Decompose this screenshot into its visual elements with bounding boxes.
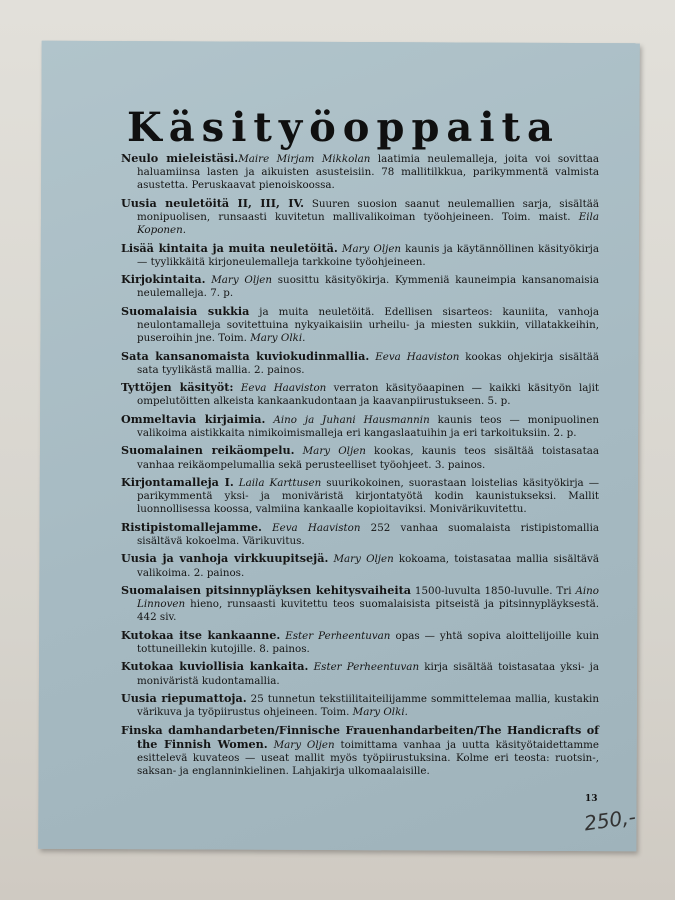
book-title: Tyttöjen käsityöt:	[121, 380, 234, 395]
book-description: kaunis teos — monipuolinen valikoima aistikkaita nimikoimismalleja eri kangaslaatuihin ja eri tarkoituksiin. 2. p.	[137, 413, 599, 439]
book-title: Kirjokintaita.	[121, 272, 206, 287]
book-entry	[121, 724, 599, 779]
book-title: Suomalaisen pitsinnypläyksen kehitysvaiheita	[121, 582, 411, 597]
book-title: Suomalaisia sukkia	[121, 303, 250, 318]
book-title: Suomalainen reikäompelu.	[121, 443, 295, 458]
book-description: toimittama vanhaa ja uutta käsityötaidettamme esittelevä kuvateos — useat mallit myös työpiirustuksina. Kolme eri teosta: ruotsin-, saksan- ja englanninkielinen. Lahjakirja ulkomaalaisille.	[137, 738, 599, 778]
book-title: Uusia ja vanhoja virkkuupitsejä.	[121, 551, 329, 566]
book-title: Ristipistomallejamme.	[121, 519, 262, 534]
author-name: Mary Olki.	[250, 332, 306, 345]
book-description: 25 tunnetun tekstiilitaiteilijamme sommittelemaa mallia, kustakin värikuva ja työpiirustus ohjeineen. Toim.	[137, 692, 599, 719]
book-description: kirja sisältää toistasataa yksi- ja moniväristä kudontamallia.	[137, 661, 599, 687]
book-title: Kirjontamalleja I.	[121, 474, 234, 489]
book-entry	[121, 444, 599, 471]
author-name: Ester Perheentuvan	[308, 661, 420, 674]
handwritten-price: 250,-	[582, 804, 638, 836]
book-entry	[121, 521, 599, 548]
book-title: Uusia riepumattoja.	[121, 690, 247, 705]
book-title: Lisää kintaita ja muita neuletöitä.	[121, 240, 338, 255]
page-title: Käsityöoppaita	[127, 104, 560, 151]
book-description: suosittu käsityökirja. Kymmeniä kauneimpia kansanomaisia neulemalleja. 7. p.	[137, 274, 599, 300]
book-title: Uusia neuletöitä II, III, IV.	[121, 195, 305, 210]
book-entry	[121, 381, 599, 408]
book-list	[121, 152, 599, 783]
book-entry	[121, 305, 599, 346]
book-entry	[121, 152, 599, 193]
book-entry	[121, 476, 599, 517]
book-description: 252 vanhaa suomalaista ristipistomallia sisältävä kokoelma. Värikuvitus.	[137, 521, 600, 547]
book-title: Sata kansanomaista kuviokudinmallia.	[121, 348, 370, 363]
book-description: kaunis ja käytännöllinen käsityökirja — tyylikkäitä kirjoneulemalleja tarkkoine työohjeineen.	[137, 242, 599, 268]
book-description: hieno, runsaasti kuvitettu teos suomalaisista pitseistä ja pitsinnypläyksestä. 442 siv.	[137, 598, 599, 624]
author-name: Mary Oljen	[294, 445, 366, 458]
author-name: Mary Oljen	[337, 242, 402, 255]
book-description: laatimia neulemalleja, joita voi sovittaa haluamiinsa lasten ja aikuisten asusteisiin. 78 mallitilkkua, parikymmentä valmista asustetta. Peruskaavat pienoiskoossa.	[137, 153, 599, 192]
book-title: Finska damhandarbeten/Finnische Frauenhandarbeiten/The Handicrafts of the Finnish Women.	[121, 722, 599, 751]
book-entry	[121, 692, 599, 719]
author-name: Maire Mirjam Mikkolan	[238, 153, 371, 165]
author-name: Eeva Haaviston	[261, 521, 361, 534]
book-entry	[121, 197, 599, 238]
author-name: Aino ja Juhani Hausmannin	[265, 413, 430, 426]
book-title: Ommeltavia kirjaimia.	[121, 411, 266, 426]
book-entry	[121, 350, 599, 377]
book-entry	[121, 242, 599, 269]
book-entry	[121, 629, 599, 656]
book-description: Suuren suosion saanut neulemallien sarja, sisältää monipuolisen, runsaasti kuvitetun mallivalikoiman työohjeineen. Toim. maist.	[137, 197, 599, 223]
book-description: kookas, kaunis teos sisältää toistasataa vanhaa reikäompelumallia sekä perusteelliset työohjeet. 3. painos.	[137, 445, 599, 471]
book-entry	[121, 552, 599, 579]
book-title: Kutokaa itse kankaanne.	[121, 627, 281, 642]
book-entry	[121, 273, 599, 300]
book-description: ja muita neuletöitä. Edellisen sisarteos: kauniita, vanhoja neulontamalleja sovitettuina nykyaikaisiin urheilu- ja miesten sukkiin, villatakkeihin, puseroihin jne. Toim.	[137, 305, 599, 345]
author-name: Eeva Haaviston	[233, 382, 327, 395]
author-name: Ester Perheentuvan	[280, 629, 391, 642]
book-entry	[121, 584, 599, 625]
book-description: kokoama, toistasataa mallia sisältävä valikoima. 2. painos.	[137, 553, 599, 579]
book-description: kookas ohjekirja sisältää sata tyylikästä mallia. 2. painos.	[137, 350, 599, 376]
author-name: Mary Oljen	[205, 274, 273, 287]
author-name: Mary Oljen	[267, 738, 335, 751]
book-entry	[121, 660, 599, 687]
author-name: Mary Olki.	[352, 706, 408, 719]
author-name: Aino Linnoven	[137, 584, 599, 611]
book-description: opas — yhtä sopiva aloittelijoille kuin tottuneillekin kutojille. 8. painos.	[137, 629, 599, 655]
author-name: Eila Koponen.	[137, 211, 599, 237]
book-title: Kutokaa kuviollisia kankaita.	[121, 659, 309, 674]
book-title: Neulo mieleistäsi.	[121, 151, 239, 165]
author-name: Mary Oljen	[328, 553, 394, 566]
author-name: Eeva Haaviston	[369, 350, 460, 363]
page-number: 13	[585, 794, 598, 804]
book-entry	[121, 413, 599, 440]
book-description: verraton käsityöaapinen — kaikki käsityön lajit ompelutöitten alkeista kankaankudontaan ja kaavanpiirustukseen. 5. p.	[137, 382, 600, 408]
book-description: suurikokoinen, suorastaan loistelias käsityökirja — parikymmentä yksi- ja moniväristä kirjontatyötä kodin kaunistukseksi. Mallit luonnollisessa koossa, valmiina kankaalle kopioitaviksi. Monivärikuvitettu.	[137, 476, 600, 516]
author-name: Laila Karttusen	[233, 476, 322, 489]
book-description: 1500-luvulta 1850-luvulle. Tri	[410, 584, 576, 597]
